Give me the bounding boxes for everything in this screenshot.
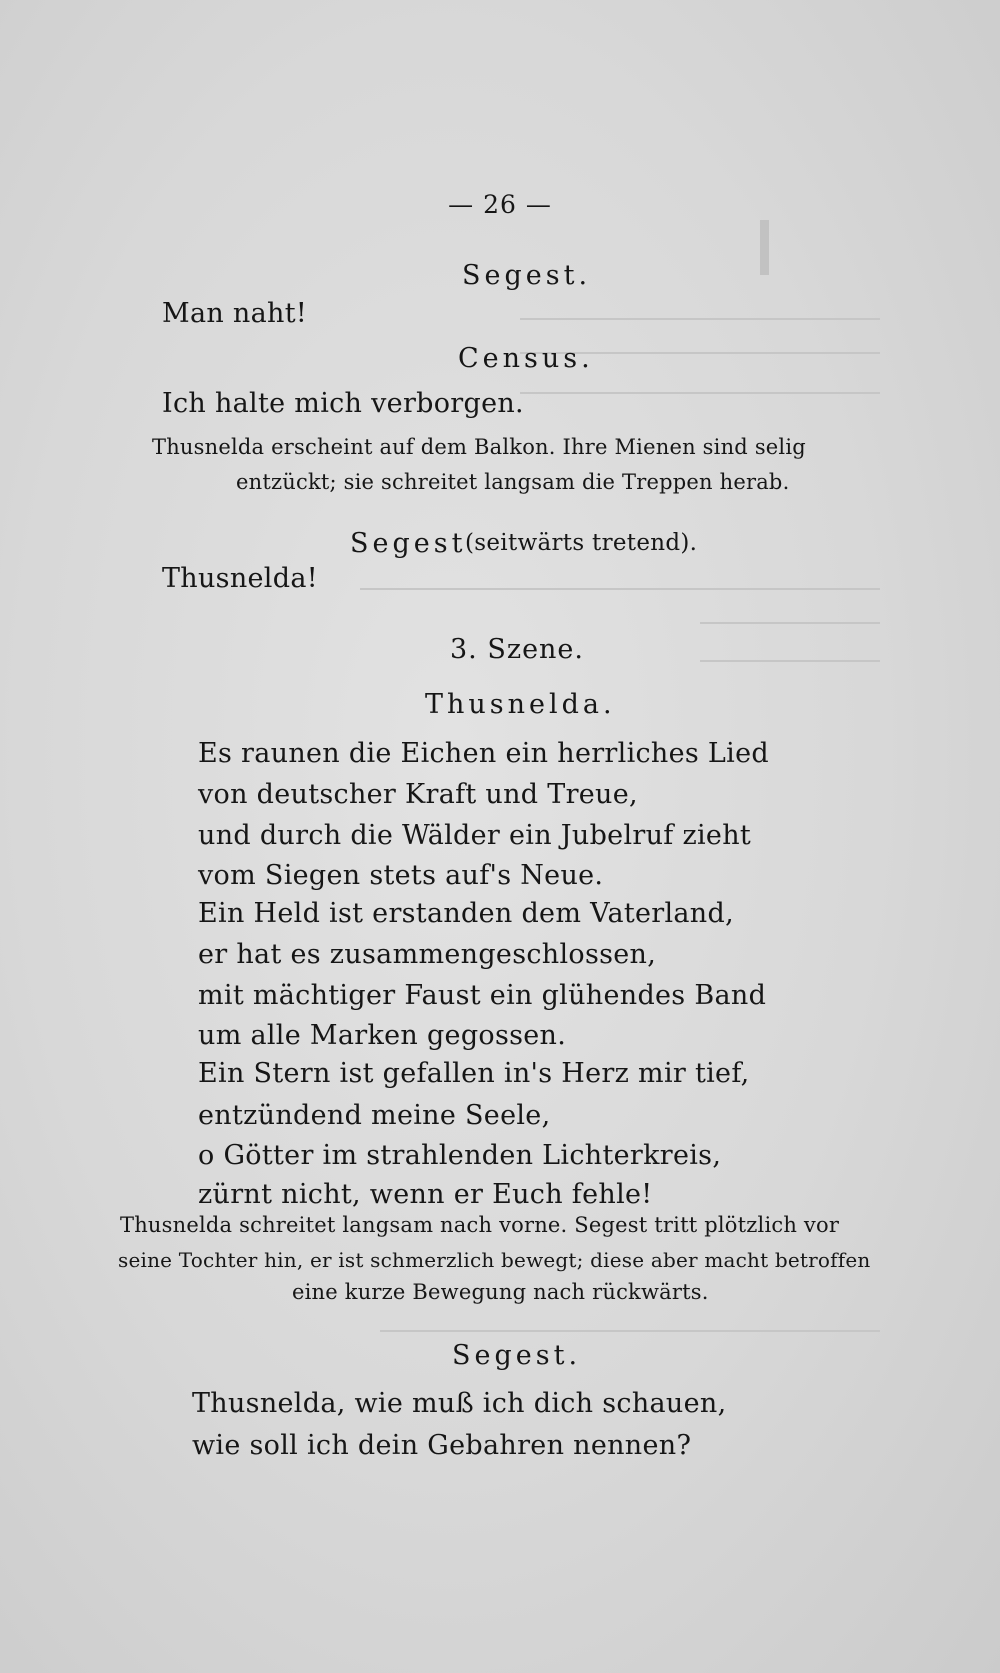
speaker-census: Census. xyxy=(458,343,594,374)
speech-line: Ich halte mich verborgen. xyxy=(162,388,524,419)
show-through-mark xyxy=(760,220,769,275)
speech-line: Man naht! xyxy=(162,298,307,329)
poem-line: um alle Marken gegossen. xyxy=(198,1020,567,1051)
stage-direction: Thusnelda erscheint auf dem Balkon. Ihre Mienen sind selig xyxy=(152,435,806,459)
poem-line: entzündend meine Seele, xyxy=(198,1100,551,1131)
poem-line: vom Siegen stets auf's Neue. xyxy=(198,860,604,891)
show-through-line xyxy=(380,1330,880,1332)
speaker-segest: Segest. xyxy=(462,260,592,291)
stage-aside: (seitwärts tretend). xyxy=(465,530,698,556)
poem-line: mit mächtiger Faust ein glühendes Band xyxy=(198,980,767,1011)
poem-line: von deutscher Kraft und Treue, xyxy=(198,779,638,810)
show-through-line xyxy=(700,660,880,662)
speech-line: Thusnelda! xyxy=(162,563,318,594)
speech-line: Thusnelda, wie muß ich dich schauen, xyxy=(192,1388,727,1419)
stage-direction: seine Tochter hin, er ist schmerzlich bewegt; diese aber macht betroffen xyxy=(118,1248,871,1272)
speaker-segest: Segest xyxy=(350,528,467,559)
stage-direction: entzückt; sie schreitet langsam die Treppen herab. xyxy=(236,470,790,494)
poem-line: Ein Stern ist gefallen in's Herz mir tief, xyxy=(198,1058,750,1089)
stage-direction: Thusnelda schreitet langsam nach vorne. Segest tritt plötzlich vor xyxy=(120,1213,840,1237)
show-through-line xyxy=(520,318,880,320)
poem-line: Ein Held ist erstanden dem Vaterland, xyxy=(198,898,734,929)
poem-line: und durch die Wälder ein Jubelruf zieht xyxy=(198,820,752,851)
speech-line: wie soll ich dein Gebahren nennen? xyxy=(192,1430,692,1461)
scene-heading: 3. Szene. xyxy=(450,634,584,665)
show-through-line xyxy=(520,392,880,394)
speaker-segest: Segest. xyxy=(452,1340,582,1371)
show-through-line xyxy=(360,588,880,590)
show-through-line xyxy=(700,622,880,624)
speaker-thusnelda: Thusnelda. xyxy=(425,689,616,720)
poem-line: er hat es zusammengeschlossen, xyxy=(198,939,657,970)
stage-direction: eine kurze Bewegung nach rückwärts. xyxy=(292,1280,709,1304)
poem-line: Es raunen die Eichen ein herrliches Lied xyxy=(198,738,769,769)
poem-line: o Götter im strahlenden Lichterkreis, xyxy=(198,1140,722,1171)
poem-line: zürnt nicht, wenn er Euch fehle! xyxy=(198,1179,653,1210)
page-number: — 26 — xyxy=(448,190,552,219)
